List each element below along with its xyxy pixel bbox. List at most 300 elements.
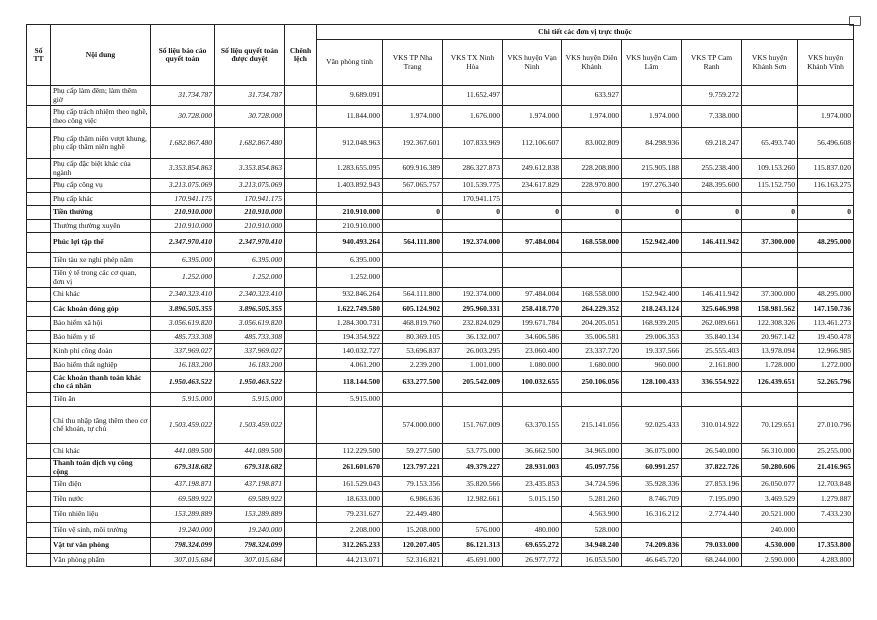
cell-diff bbox=[285, 253, 317, 268]
table-row bbox=[27, 233, 854, 253]
cell-unit-1 bbox=[383, 268, 443, 288]
cell-unit-6: 146.411.942 bbox=[682, 233, 742, 253]
cell-diff bbox=[285, 459, 317, 477]
cell-unit-8: 7.433.230 bbox=[798, 507, 854, 523]
cell-unit-1: 564.111.800 bbox=[383, 233, 443, 253]
cell-unit-7 bbox=[742, 193, 798, 206]
cell-content: Bảo hiểm xã hội bbox=[51, 317, 151, 331]
cell-unit-8: 1.974.000 bbox=[798, 106, 854, 128]
cell-diff bbox=[285, 344, 317, 359]
cell-unit-4: 34.724.596 bbox=[562, 477, 622, 492]
cell-unit-0: 210.910.000 bbox=[317, 220, 383, 233]
cell-reported: 679.318.682 bbox=[151, 459, 215, 477]
cell-unit-0: 312.265.233 bbox=[317, 538, 383, 554]
cell-approved: 16.183.200 bbox=[215, 359, 285, 372]
cell-content: Phúc lợi tập thể bbox=[51, 233, 151, 253]
cell-stt bbox=[27, 179, 51, 193]
cell-unit-4 bbox=[562, 268, 622, 288]
header-content: Nội dung bbox=[51, 25, 151, 86]
cell-unit-1: 6.986.636 bbox=[383, 492, 443, 507]
cell-unit-7: 1.728.000 bbox=[742, 359, 798, 372]
cell-unit-2: 26.003.295 bbox=[443, 344, 503, 359]
cell-approved: 798.324.099 bbox=[215, 538, 285, 554]
cell-unit-7: 65.493.740 bbox=[742, 128, 798, 159]
cell-stt bbox=[27, 253, 51, 268]
header-unit-6: VKS TP Cam Ranh bbox=[682, 40, 742, 86]
cell-unit-3: 1.974.000 bbox=[503, 106, 562, 128]
cell-unit-1: 192.367.601 bbox=[383, 128, 443, 159]
cell-unit-6: 79.033.000 bbox=[682, 538, 742, 554]
cell-unit-3: 112.106.607 bbox=[503, 128, 562, 159]
cell-unit-4: 5.281.260 bbox=[562, 492, 622, 507]
cell-unit-4: 264.229.352 bbox=[562, 302, 622, 317]
table-body bbox=[27, 86, 854, 567]
cell-stt bbox=[27, 220, 51, 233]
cell-unit-3: 34.606.586 bbox=[503, 331, 562, 344]
table-row bbox=[27, 492, 854, 507]
table-row bbox=[27, 507, 854, 523]
cell-unit-7: 37.300.000 bbox=[742, 233, 798, 253]
cell-unit-5: 152.942.400 bbox=[622, 233, 682, 253]
cell-unit-0: 118.144.500 bbox=[317, 372, 383, 393]
cell-unit-8: 21.416.965 bbox=[798, 459, 854, 477]
table-row bbox=[27, 407, 854, 444]
cell-unit-8: 1.279.887 bbox=[798, 492, 854, 507]
cell-diff bbox=[285, 288, 317, 302]
cell-unit-2 bbox=[443, 507, 503, 523]
cell-unit-0 bbox=[317, 193, 383, 206]
cell-unit-4: 633.927 bbox=[562, 86, 622, 106]
cell-unit-3: 480.000 bbox=[503, 523, 562, 538]
cell-reported: 1.682.867.480 bbox=[151, 128, 215, 159]
cell-approved: 5.915.000 bbox=[215, 393, 285, 407]
cell-unit-5: 19.337.566 bbox=[622, 344, 682, 359]
cell-approved: 69.589.922 bbox=[215, 492, 285, 507]
cell-unit-2: 192.374.000 bbox=[443, 288, 503, 302]
header-unit-5: VKS huyện Cam Lâm bbox=[622, 40, 682, 86]
cell-unit-0: 1.252.000 bbox=[317, 268, 383, 288]
cell-unit-8: 116.163.275 bbox=[798, 179, 854, 193]
cell-unit-8: 19.450.478 bbox=[798, 331, 854, 344]
cell-unit-0: 932.846.264 bbox=[317, 288, 383, 302]
cell-stt bbox=[27, 407, 51, 444]
cell-diff bbox=[285, 193, 317, 206]
cell-unit-4 bbox=[562, 193, 622, 206]
cell-unit-8 bbox=[798, 193, 854, 206]
cell-unit-8 bbox=[798, 393, 854, 407]
cell-content: Phụ cấp thâm niên vượt khung, phụ cấp thâm niên nghề bbox=[51, 128, 151, 159]
cell-approved: 3.353.854.863 bbox=[215, 159, 285, 179]
cell-unit-5 bbox=[622, 268, 682, 288]
cell-unit-3: 26.977.772 bbox=[503, 554, 562, 567]
cell-unit-1: 0 bbox=[383, 206, 443, 220]
cell-unit-4: 204.205.051 bbox=[562, 317, 622, 331]
cell-unit-0: 11.844.000 bbox=[317, 106, 383, 128]
cell-unit-1 bbox=[383, 253, 443, 268]
cell-content: Các khoản thanh toán khác cho cá nhân bbox=[51, 372, 151, 393]
cell-unit-4 bbox=[562, 393, 622, 407]
cell-unit-4: 35.006.581 bbox=[562, 331, 622, 344]
cell-unit-5: 197.276.340 bbox=[622, 179, 682, 193]
cell-unit-0: 44.213.071 bbox=[317, 554, 383, 567]
table-row bbox=[27, 86, 854, 106]
cell-unit-5: 60.991.257 bbox=[622, 459, 682, 477]
table-row bbox=[27, 459, 854, 477]
cell-unit-2: 192.374.000 bbox=[443, 233, 503, 253]
header-approved: Số liệu quyết toán được duyệt bbox=[215, 25, 285, 86]
header-unit-0: Văn phòng tỉnh bbox=[317, 40, 383, 86]
cell-unit-2 bbox=[443, 220, 503, 233]
cell-reported: 437.198.871 bbox=[151, 477, 215, 492]
table-row bbox=[27, 159, 854, 179]
cell-unit-3 bbox=[503, 220, 562, 233]
cell-unit-4: 34.965.000 bbox=[562, 444, 622, 459]
header-row-top bbox=[27, 25, 854, 40]
report-sheet bbox=[26, 24, 854, 567]
cell-unit-8: 56.496.608 bbox=[798, 128, 854, 159]
cell-approved: 19.240.000 bbox=[215, 523, 285, 538]
cell-unit-0: 79.231.627 bbox=[317, 507, 383, 523]
cell-approved: 337.969.027 bbox=[215, 344, 285, 359]
cell-content: Phụ cấp làm đêm; làm thêm giờ bbox=[51, 86, 151, 106]
cell-reported: 170.941.175 bbox=[151, 193, 215, 206]
cell-unit-1: 1.974.000 bbox=[383, 106, 443, 128]
cell-unit-6: 26.540.000 bbox=[682, 444, 742, 459]
table-row bbox=[27, 288, 854, 302]
cell-reported: 2.340.323.410 bbox=[151, 288, 215, 302]
cell-content: Kinh phí công đoàn bbox=[51, 344, 151, 359]
cell-unit-1: 609.916.389 bbox=[383, 159, 443, 179]
cell-reported: 210.910.000 bbox=[151, 220, 215, 233]
cell-unit-5: 215.905.188 bbox=[622, 159, 682, 179]
cell-reported: 2.347.970.410 bbox=[151, 233, 215, 253]
cell-unit-6: 25.555.403 bbox=[682, 344, 742, 359]
cell-unit-6: 248.395.600 bbox=[682, 179, 742, 193]
cell-unit-6: 336.554.922 bbox=[682, 372, 742, 393]
cell-diff bbox=[285, 359, 317, 372]
cell-diff bbox=[285, 507, 317, 523]
cell-stt bbox=[27, 459, 51, 477]
cell-unit-7: 20.521.000 bbox=[742, 507, 798, 523]
cell-unit-0: 140.032.727 bbox=[317, 344, 383, 359]
cell-unit-1: 2.239.200 bbox=[383, 359, 443, 372]
cell-unit-5: 35.928.336 bbox=[622, 477, 682, 492]
cell-approved: 6.395.000 bbox=[215, 253, 285, 268]
cell-unit-5: 1.974.000 bbox=[622, 106, 682, 128]
table-row bbox=[27, 359, 854, 372]
cell-stt bbox=[27, 302, 51, 317]
cell-unit-4: 83.002.809 bbox=[562, 128, 622, 159]
cell-unit-8 bbox=[798, 268, 854, 288]
cell-content: Thanh toán dịch vụ công cộng bbox=[51, 459, 151, 477]
cell-unit-0: 5.915.000 bbox=[317, 393, 383, 407]
cell-approved: 1.682.867.480 bbox=[215, 128, 285, 159]
cell-unit-6: 37.822.726 bbox=[682, 459, 742, 477]
table-row bbox=[27, 344, 854, 359]
cell-unit-1: 633.277.500 bbox=[383, 372, 443, 393]
cell-unit-7 bbox=[742, 268, 798, 288]
cell-content: Phụ cấp khác bbox=[51, 193, 151, 206]
cell-reported: 210.910.000 bbox=[151, 206, 215, 220]
cell-unit-2: 576.000 bbox=[443, 523, 503, 538]
cell-unit-6: 310.014.922 bbox=[682, 407, 742, 444]
cell-approved: 170.941.175 bbox=[215, 193, 285, 206]
cell-unit-0 bbox=[317, 407, 383, 444]
cell-stt bbox=[27, 507, 51, 523]
cell-content: Tiền ăn bbox=[51, 393, 151, 407]
header-unit-8: VKS huyện Khánh Vĩnh bbox=[798, 40, 854, 86]
cell-content: Chi khác bbox=[51, 444, 151, 459]
cell-unit-3 bbox=[503, 193, 562, 206]
cell-unit-6: 35.840.134 bbox=[682, 331, 742, 344]
cell-approved: 3.896.505.355 bbox=[215, 302, 285, 317]
cell-approved: 441.089.500 bbox=[215, 444, 285, 459]
cell-unit-0: 194.354.922 bbox=[317, 331, 383, 344]
cell-unit-8: 115.837.020 bbox=[798, 159, 854, 179]
cell-unit-6: 68.244.000 bbox=[682, 554, 742, 567]
cell-reported: 1.503.459.022 bbox=[151, 407, 215, 444]
cell-stt bbox=[27, 268, 51, 288]
cell-stt bbox=[27, 523, 51, 538]
cell-unit-0: 2.208.000 bbox=[317, 523, 383, 538]
cell-unit-5: 16.316.212 bbox=[622, 507, 682, 523]
cell-unit-3 bbox=[503, 268, 562, 288]
cell-stt bbox=[27, 344, 51, 359]
cell-unit-4: 45.097.756 bbox=[562, 459, 622, 477]
cell-unit-3 bbox=[503, 507, 562, 523]
cell-approved: 3.056.619.820 bbox=[215, 317, 285, 331]
cell-unit-1 bbox=[383, 220, 443, 233]
cell-content: Thưởng thường xuyên bbox=[51, 220, 151, 233]
cell-unit-5 bbox=[622, 220, 682, 233]
cell-unit-2: 205.542.009 bbox=[443, 372, 503, 393]
cell-stt bbox=[27, 477, 51, 492]
cell-content: Phụ cấp công vụ bbox=[51, 179, 151, 193]
cell-unit-7: 122.308.326 bbox=[742, 317, 798, 331]
table-row bbox=[27, 444, 854, 459]
cell-unit-6: 325.646.998 bbox=[682, 302, 742, 317]
table-row bbox=[27, 477, 854, 492]
cell-unit-0: 9.689.091 bbox=[317, 86, 383, 106]
cell-unit-8: 48.295.000 bbox=[798, 233, 854, 253]
cell-unit-2: 151.767.009 bbox=[443, 407, 503, 444]
cell-reported: 30.728.000 bbox=[151, 106, 215, 128]
cell-unit-1: 15.208.000 bbox=[383, 523, 443, 538]
cell-approved: 2.347.970.410 bbox=[215, 233, 285, 253]
cell-unit-5 bbox=[622, 253, 682, 268]
cell-reported: 69.589.922 bbox=[151, 492, 215, 507]
cell-approved: 485.733.308 bbox=[215, 331, 285, 344]
cell-stt bbox=[27, 317, 51, 331]
cell-unit-8: 4.283.800 bbox=[798, 554, 854, 567]
cell-unit-6 bbox=[682, 393, 742, 407]
cell-content: Chi thu nhập tăng thêm theo cơ chế khoán, tự chủ bbox=[51, 407, 151, 444]
cell-stt bbox=[27, 444, 51, 459]
header-unit-1: VKS TP Nha Trang bbox=[383, 40, 443, 86]
cell-unit-5: 0 bbox=[622, 206, 682, 220]
cell-unit-4: 1.680.000 bbox=[562, 359, 622, 372]
header-unit-7: VKS huyện Khánh Sơn bbox=[742, 40, 798, 86]
cell-unit-2: 11.652.497 bbox=[443, 86, 503, 106]
cell-diff bbox=[285, 523, 317, 538]
cell-unit-4: 528.000 bbox=[562, 523, 622, 538]
cell-unit-1: 22.449.480 bbox=[383, 507, 443, 523]
cell-unit-5: 8.746.709 bbox=[622, 492, 682, 507]
cell-unit-6 bbox=[682, 193, 742, 206]
header-reported: Số liệu báo cáo quyết toán bbox=[151, 25, 215, 86]
cell-unit-5: 29.006.353 bbox=[622, 331, 682, 344]
cell-unit-7: 13.978.094 bbox=[742, 344, 798, 359]
cell-content: Phụ cấp đặc biệt khác của ngành bbox=[51, 159, 151, 179]
cell-unit-6: 146.411.942 bbox=[682, 288, 742, 302]
cell-unit-4: 250.106.056 bbox=[562, 372, 622, 393]
cell-unit-1: 574.000.000 bbox=[383, 407, 443, 444]
cell-unit-3: 100.032.655 bbox=[503, 372, 562, 393]
cell-unit-7 bbox=[742, 220, 798, 233]
cell-diff bbox=[285, 206, 317, 220]
cell-diff bbox=[285, 128, 317, 159]
cell-unit-3: 249.612.838 bbox=[503, 159, 562, 179]
table-row bbox=[27, 302, 854, 317]
table-row bbox=[27, 179, 854, 193]
header-unit-3: VKS huyện Vạn Ninh bbox=[503, 40, 562, 86]
cell-unit-3: 0 bbox=[503, 206, 562, 220]
cell-reported: 16.183.200 bbox=[151, 359, 215, 372]
cell-approved: 1.950.463.522 bbox=[215, 372, 285, 393]
cell-diff bbox=[285, 444, 317, 459]
cell-unit-2: 295.960.331 bbox=[443, 302, 503, 317]
cell-unit-3: 36.662.500 bbox=[503, 444, 562, 459]
cell-stt bbox=[27, 288, 51, 302]
cell-stt bbox=[27, 86, 51, 106]
cell-unit-7: 115.152.750 bbox=[742, 179, 798, 193]
cell-reported: 6.395.000 bbox=[151, 253, 215, 268]
cell-reported: 153.289.889 bbox=[151, 507, 215, 523]
cell-unit-3: 234.617.829 bbox=[503, 179, 562, 193]
cell-unit-0: 940.493.264 bbox=[317, 233, 383, 253]
cell-unit-4: 228.970.800 bbox=[562, 179, 622, 193]
cell-diff bbox=[285, 554, 317, 567]
cell-unit-7: 158.981.562 bbox=[742, 302, 798, 317]
cell-unit-2: 1.676.000 bbox=[443, 106, 503, 128]
cell-unit-8: 0 bbox=[798, 206, 854, 220]
cell-unit-5: 218.243.124 bbox=[622, 302, 682, 317]
cell-unit-0: 1.283.655.095 bbox=[317, 159, 383, 179]
cell-reported: 3.056.619.820 bbox=[151, 317, 215, 331]
cell-unit-2: 170.941.175 bbox=[443, 193, 503, 206]
cell-stt bbox=[27, 372, 51, 393]
cell-unit-2: 45.691.000 bbox=[443, 554, 503, 567]
cell-unit-3: 69.655.272 bbox=[503, 538, 562, 554]
cell-content: Tiền điện bbox=[51, 477, 151, 492]
cell-unit-2: 49.379.227 bbox=[443, 459, 503, 477]
cell-approved: 1.252.000 bbox=[215, 268, 285, 288]
cell-diff bbox=[285, 179, 317, 193]
table-row bbox=[27, 393, 854, 407]
cell-content: Tiền vệ sinh, môi trường bbox=[51, 523, 151, 538]
cell-unit-5: 960.000 bbox=[622, 359, 682, 372]
table-row bbox=[27, 206, 854, 220]
cell-reported: 307.015.684 bbox=[151, 554, 215, 567]
cell-unit-3 bbox=[503, 253, 562, 268]
cell-content: Tiền tàu xe nghỉ phép năm bbox=[51, 253, 151, 268]
cell-unit-1: 52.316.821 bbox=[383, 554, 443, 567]
cell-unit-3 bbox=[503, 393, 562, 407]
cell-unit-0: 1.622.749.580 bbox=[317, 302, 383, 317]
cell-content: Văn phòng phẩm bbox=[51, 554, 151, 567]
cell-stt bbox=[27, 538, 51, 554]
cell-content: Tiền nhiên liệu bbox=[51, 507, 151, 523]
cell-unit-2: 232.824.029 bbox=[443, 317, 503, 331]
cell-diff bbox=[285, 372, 317, 393]
cell-unit-7: 26.050.077 bbox=[742, 477, 798, 492]
cell-unit-3: 28.931.003 bbox=[503, 459, 562, 477]
cell-diff bbox=[285, 220, 317, 233]
cell-unit-7: 240.000 bbox=[742, 523, 798, 538]
cell-unit-6: 69.218.247 bbox=[682, 128, 742, 159]
cell-unit-5 bbox=[622, 393, 682, 407]
table-row bbox=[27, 523, 854, 538]
cell-unit-4: 168.558.000 bbox=[562, 233, 622, 253]
cell-unit-8: 1.272.000 bbox=[798, 359, 854, 372]
cell-content: Bảo hiểm thất nghiệp bbox=[51, 359, 151, 372]
cell-content: Tiền nước bbox=[51, 492, 151, 507]
cell-unit-5: 74.209.836 bbox=[622, 538, 682, 554]
cell-unit-5: 128.100.433 bbox=[622, 372, 682, 393]
cell-approved: 307.015.684 bbox=[215, 554, 285, 567]
cell-stt bbox=[27, 193, 51, 206]
cell-approved: 31.734.787 bbox=[215, 86, 285, 106]
cell-unit-8 bbox=[798, 86, 854, 106]
header-unit-2: VKS TX Ninh Hòa bbox=[443, 40, 503, 86]
cell-unit-7: 2.590.000 bbox=[742, 554, 798, 567]
cell-diff bbox=[285, 268, 317, 288]
cell-unit-1: 53.696.837 bbox=[383, 344, 443, 359]
cell-unit-8: 17.353.800 bbox=[798, 538, 854, 554]
cell-unit-8 bbox=[798, 523, 854, 538]
cell-stt bbox=[27, 554, 51, 567]
cell-unit-5 bbox=[622, 523, 682, 538]
cell-unit-0: 161.529.043 bbox=[317, 477, 383, 492]
cell-reported: 485.733.308 bbox=[151, 331, 215, 344]
cell-unit-6 bbox=[682, 220, 742, 233]
table-row bbox=[27, 128, 854, 159]
cell-unit-2: 35.820.566 bbox=[443, 477, 503, 492]
cell-unit-2: 86.121.313 bbox=[443, 538, 503, 554]
cell-unit-6: 262.089.661 bbox=[682, 317, 742, 331]
cell-unit-6: 7.338.000 bbox=[682, 106, 742, 128]
header-unit-4: VKS huyện Diên Khánh bbox=[562, 40, 622, 86]
cell-unit-1 bbox=[383, 86, 443, 106]
cell-unit-8: 12.966.985 bbox=[798, 344, 854, 359]
cell-unit-5: 92.025.433 bbox=[622, 407, 682, 444]
cell-diff bbox=[285, 317, 317, 331]
cell-reported: 3.213.075.069 bbox=[151, 179, 215, 193]
cell-stt bbox=[27, 492, 51, 507]
cell-unit-7: 126.439.651 bbox=[742, 372, 798, 393]
cell-unit-7: 70.129.651 bbox=[742, 407, 798, 444]
cell-approved: 210.910.000 bbox=[215, 206, 285, 220]
cell-unit-3: 258.418.770 bbox=[503, 302, 562, 317]
cell-unit-1: 79.153.356 bbox=[383, 477, 443, 492]
cell-unit-1 bbox=[383, 193, 443, 206]
cell-unit-3: 97.484.004 bbox=[503, 233, 562, 253]
cell-unit-7: 4.530.000 bbox=[742, 538, 798, 554]
cell-unit-6: 9.759.272 bbox=[682, 86, 742, 106]
cell-unit-7: 20.967.142 bbox=[742, 331, 798, 344]
cell-approved: 210.910.000 bbox=[215, 220, 285, 233]
cell-content: Tiền thưởng bbox=[51, 206, 151, 220]
